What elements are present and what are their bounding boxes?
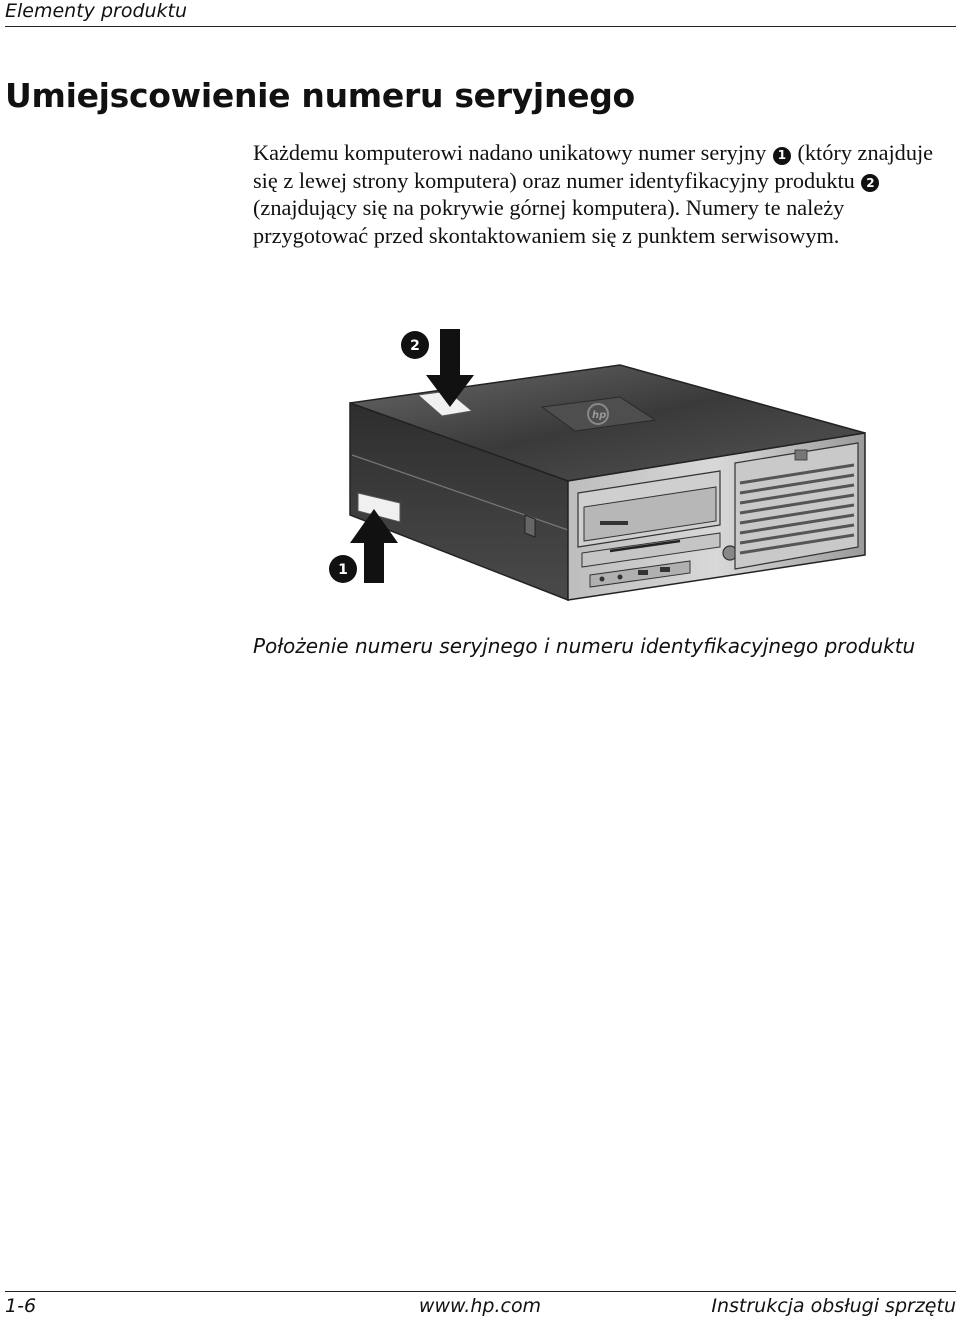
running-header: Elementy produktu xyxy=(5,0,188,22)
computer-illustration xyxy=(320,325,880,605)
paragraph-text-1: Każdemu komputerowi nadano unikatowy numer seryjny xyxy=(253,140,767,165)
figure-caption: Położenie numeru seryjnego i numeru identyfikacyjnego produktu xyxy=(253,634,916,658)
page-title: Umiejscowienie numeru seryjnego xyxy=(5,76,635,115)
front-vent-grille xyxy=(735,443,858,569)
callout-2-icon: 2 xyxy=(861,174,879,192)
footer-divider xyxy=(5,1291,956,1292)
svg-text:hp: hp xyxy=(592,410,607,421)
svg-text:2: 2 xyxy=(410,338,420,354)
front-badge xyxy=(795,450,807,460)
paragraph-text-2: (który znajduje się z lewej strony komputera) oraz numer identyfikacyjny produktu xyxy=(253,140,934,193)
side-latch-icon xyxy=(525,515,535,537)
footer-url: www.hp.com xyxy=(418,1295,542,1317)
callout-1-icon: 1 xyxy=(773,147,791,165)
svg-text:1: 1 xyxy=(338,562,348,578)
body-paragraph xyxy=(253,139,953,249)
paragraph-text-3: (znajdujący się na pokrywie górnej komputera). Numery te należy przygotować przed skontaktowaniem się z punktem serwisowym. xyxy=(253,195,845,248)
page-number: 1-6 xyxy=(5,1295,37,1317)
header-divider xyxy=(5,26,956,27)
footer-doc-title: Instrukcja obsługi sprzętu xyxy=(711,1295,956,1317)
